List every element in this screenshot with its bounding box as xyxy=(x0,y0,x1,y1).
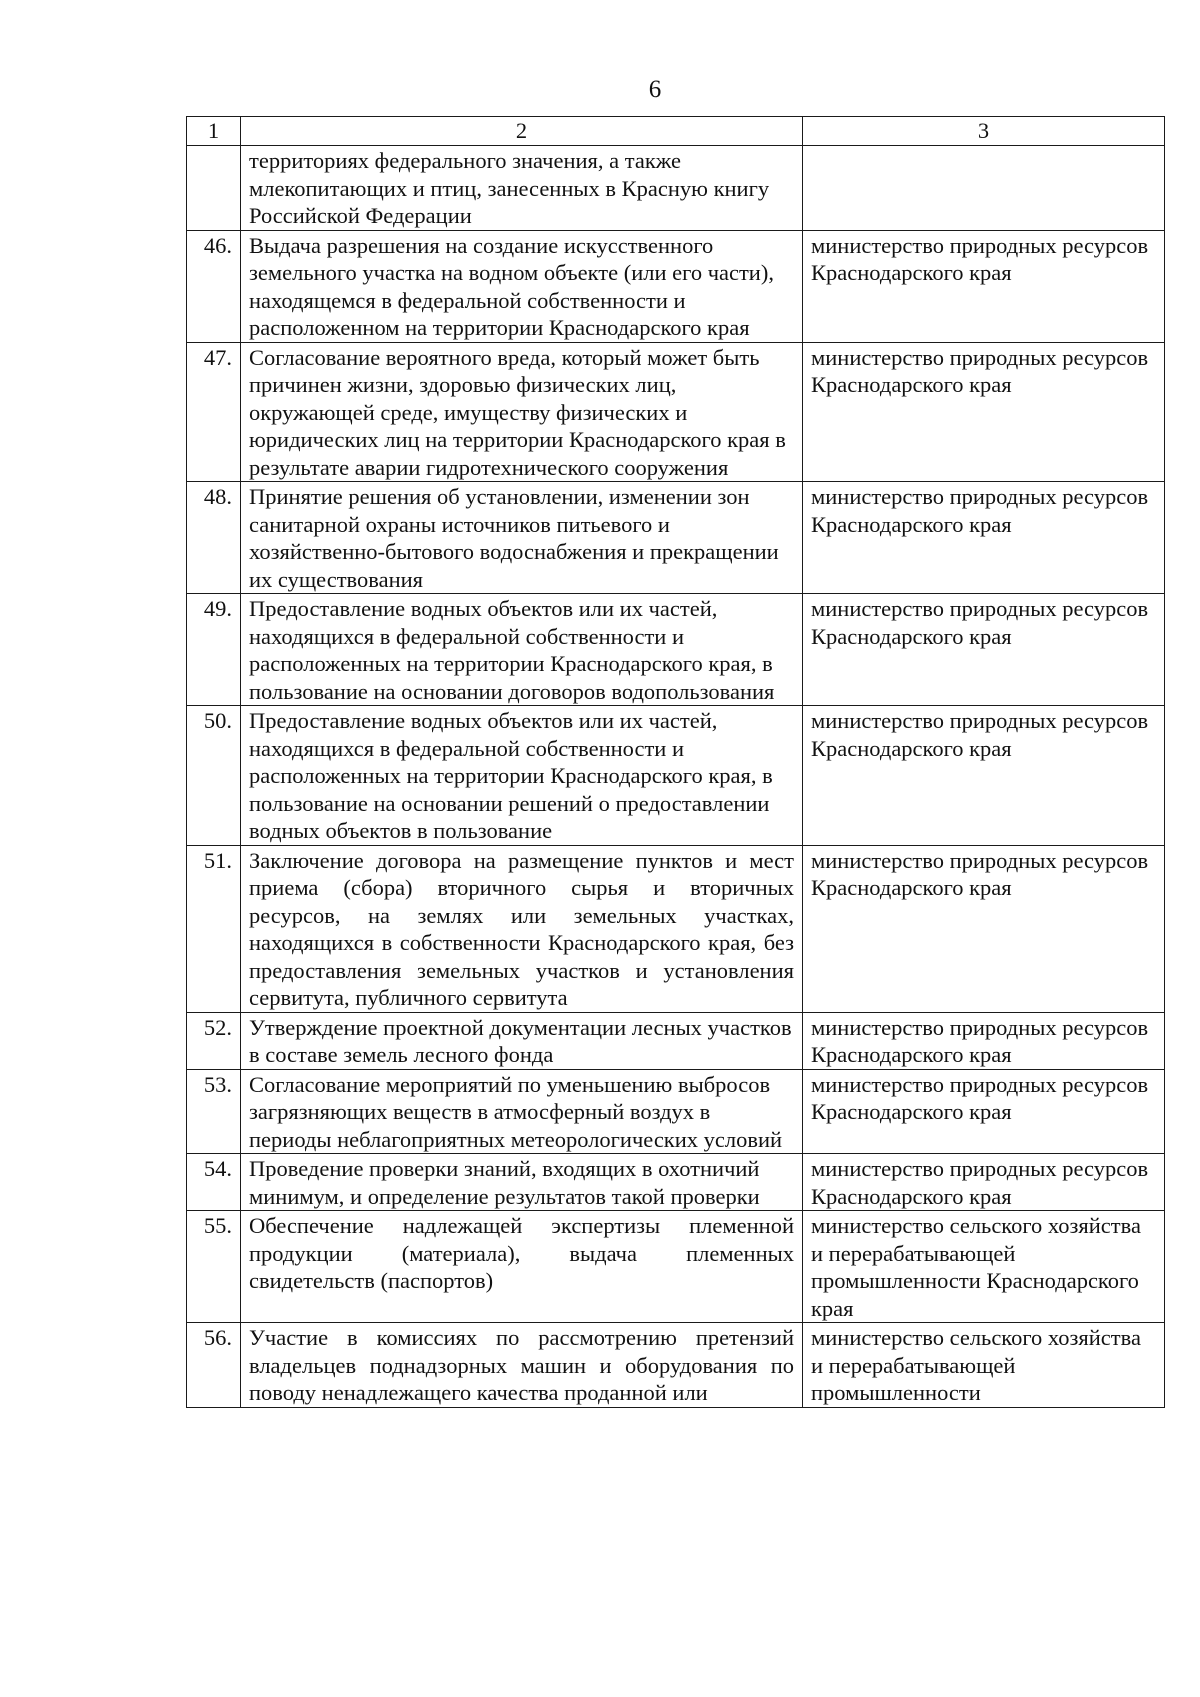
row-service-text: Согласование вероятного вреда, который может быть причинен жизни, здоровью физических лиц, окружающей среде, имуществу физических и юридических лиц на территории Краснодарского края в результате аварии гидротехнического сооружения xyxy=(241,342,803,482)
row-number: 53. xyxy=(187,1069,241,1154)
row-service-text: Проведение проверки знаний, входящих в охотничий минимум, и определение результатов такой проверки xyxy=(241,1154,803,1211)
row-authority: министерство природных ресурсов Краснодарского края xyxy=(803,845,1165,1012)
row-authority xyxy=(803,146,1165,231)
row-service-text: Заключение договора на размещение пунктов и мест приема (сбора) вторичного сырья и вторичных ресурсов, на землях или земельных участках, находящихся в собственности Краснодарского края, без предоставления земельных участков и установления сервитута, публичного сервитута xyxy=(241,845,803,1012)
row-service-text: Утверждение проектной документации лесных участков в составе земель лесного фонда xyxy=(241,1012,803,1069)
row-number: 51. xyxy=(187,845,241,1012)
row-authority: министерство природных ресурсов Краснодарского края xyxy=(803,482,1165,594)
row-service-text: Принятие решения об установлении, изменении зон санитарной охраны источников питьевого и хозяйственно-бытового водоснабжения и прекращении их существования xyxy=(241,482,803,594)
table-row xyxy=(187,1012,1165,1069)
row-authority: министерство природных ресурсов Краснодарского края xyxy=(803,594,1165,706)
table-header-row xyxy=(187,117,1165,146)
row-service-text: Обеспечение надлежащей экспертизы племенной продукции (материала), выдача племенных свидетельств (паспортов) xyxy=(241,1211,803,1323)
row-authority: министерство природных ресурсов Краснодарского края xyxy=(803,1069,1165,1154)
row-authority: министерство природных ресурсов Краснодарского края xyxy=(803,1154,1165,1211)
row-authority: министерство сельского хозяйства и перерабатывающей промышленности Краснодарского края xyxy=(803,1211,1165,1323)
header-col-1: 1 xyxy=(187,117,241,146)
row-service-text: Предоставление водных объектов или их частей, находящихся в федеральной собственности и расположенных на территории Краснодарского края, в пользование на основании договоров водопользования xyxy=(241,594,803,706)
row-number xyxy=(187,146,241,231)
row-number: 48. xyxy=(187,482,241,594)
row-service-text: Выдача разрешения на создание искусственного земельного участка на водном объекте (или его части), находящемся в федеральной собственности и расположенном на территории Краснодарского края xyxy=(241,230,803,342)
row-number: 47. xyxy=(187,342,241,482)
table-row xyxy=(187,342,1165,482)
row-number: 50. xyxy=(187,706,241,846)
row-authority: министерство природных ресурсов Краснодарского края xyxy=(803,342,1165,482)
row-service-text: Участие в комиссиях по рассмотрению претензий владельцев поднадзорных машин и оборудования по поводу ненадлежащего качества проданной или xyxy=(241,1323,803,1408)
row-authority: министерство сельского хозяйства и перерабатывающей промышленности xyxy=(803,1323,1165,1408)
header-col-3: 3 xyxy=(803,117,1165,146)
table-row xyxy=(187,1211,1165,1323)
row-service-text: Согласование мероприятий по уменьшению выбросов загрязняющих веществ в атмосферный воздух в периоды неблагоприятных метеорологических условий xyxy=(241,1069,803,1154)
table-row xyxy=(187,1154,1165,1211)
services-table xyxy=(186,116,1165,1408)
page-number: 6 xyxy=(648,76,662,103)
table-row xyxy=(187,482,1165,594)
row-authority: министерство природных ресурсов Краснодарского края xyxy=(803,706,1165,846)
row-service-text: территориях федерального значения, а также млекопитающих и птиц, занесенных в Красную книгу Российской Федерации xyxy=(241,146,803,231)
row-number: 56. xyxy=(187,1323,241,1408)
table-row xyxy=(187,594,1165,706)
table-row-continuation xyxy=(187,146,1165,231)
row-number: 52. xyxy=(187,1012,241,1069)
row-authority: министерство природных ресурсов Краснодарского края xyxy=(803,1012,1165,1069)
row-service-text: Предоставление водных объектов или их частей, находящихся в федеральной собственности и расположенных на территории Краснодарского края, в пользование на основании решений о предоставлении водных объектов в пользование xyxy=(241,706,803,846)
table-row xyxy=(187,230,1165,342)
header-col-2: 2 xyxy=(241,117,803,146)
row-number: 46. xyxy=(187,230,241,342)
row-authority: министерство природных ресурсов Краснодарского края xyxy=(803,230,1165,342)
table-row xyxy=(187,845,1165,1012)
row-number: 49. xyxy=(187,594,241,706)
table-row xyxy=(187,1323,1165,1408)
table-row xyxy=(187,706,1165,846)
table-row xyxy=(187,1069,1165,1154)
row-number: 54. xyxy=(187,1154,241,1211)
row-number: 55. xyxy=(187,1211,241,1323)
